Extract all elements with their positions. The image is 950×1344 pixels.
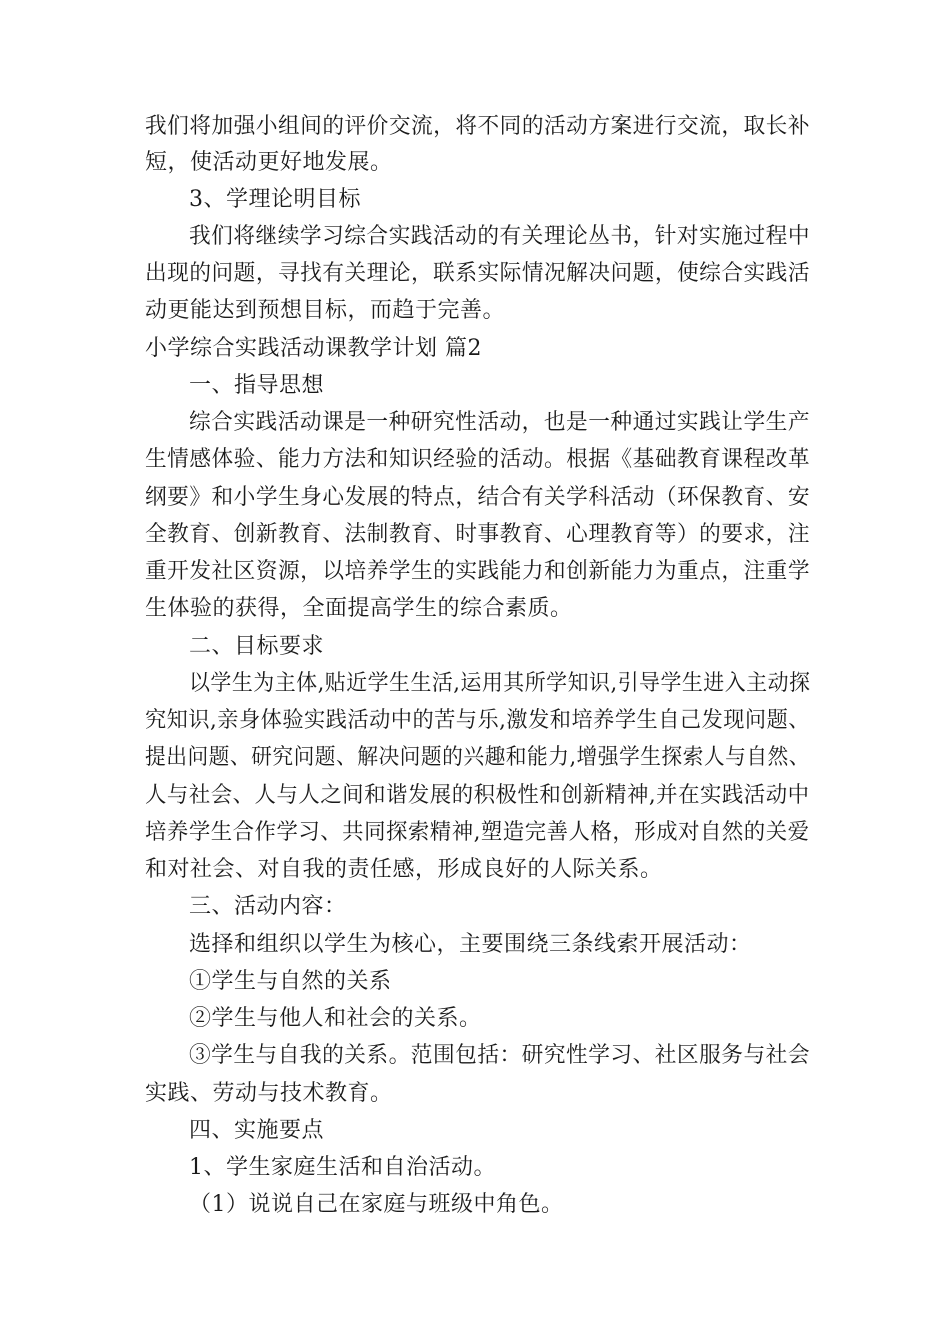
- section-heading: 一、指导思想: [189, 373, 325, 398]
- text-line: 动更能达到预想目标，而趋于完善。: [145, 298, 506, 323]
- text-line: 综合实践活动课是一种研究性活动，也是一种通过实践让学生产: [189, 410, 811, 435]
- text-line: 重开发社区资源，以培养学生的实践能力和创新能力为重点，注重学: [145, 559, 811, 584]
- text-line: 人与社会、人与人之间和谐发展的积极性和创新精神,并在实践活动中: [145, 783, 810, 808]
- text-line: 提出问题、研究问题、解决问题的兴趣和能力,增强学生探索人与自然、: [145, 745, 810, 770]
- text-line: 选择和组织以学生为核心，主要围绕三条线索开展活动：: [189, 932, 752, 957]
- text-line: 以学生为主体,贴近学生生活,运用其所学知识,引导学生进入主动探: [189, 671, 811, 696]
- list-item: ③学生与自我的关系。范围包括：研究性学习、社区服务与社会: [189, 1043, 811, 1068]
- text-line: 我们将加强小组间的评价交流，将不同的活动方案进行交流，取长补: [145, 114, 811, 139]
- text-line: 我们将继续学习综合实践活动的有关理论丛书，针对实施过程中: [189, 224, 811, 249]
- text-line: 生情感体验、能力方法和知识经验的活动。根据《基础教育课程改革: [145, 447, 811, 472]
- section-heading: 二、目标要求: [189, 634, 325, 659]
- text-line: 出现的问题，寻找有关理论，联系实际情况解决问题，使综合实践活: [145, 261, 811, 286]
- text-line: （1）说说自己在家庭与班级中角色。: [189, 1192, 564, 1217]
- text-line: 全教育、创新教育、法制教育、时事教育、心理教育等）的要求，注: [145, 522, 811, 547]
- list-item: ②学生与他人和社会的关系。: [189, 1006, 482, 1031]
- list-item: ①学生与自然的关系: [189, 969, 392, 994]
- text-line: 1、学生家庭生活和自治活动。: [189, 1155, 496, 1180]
- section-heading: 三、活动内容：: [189, 894, 347, 919]
- text-line: 实践、劳动与技术教育。: [145, 1081, 393, 1106]
- text-line: 和对社会、对自我的责任感，形成良好的人际关系。: [145, 857, 663, 882]
- text-line: 短，使活动更好地发展。: [145, 150, 393, 175]
- text-line: 纲要》和小学生身心发展的特点，结合有关学科活动（环保教育、安: [145, 485, 811, 510]
- document-title: 小学综合实践活动课教学计划 篇2: [145, 336, 482, 361]
- text-line: 究知识,亲身体验实践活动中的苦与乐,激发和培养学生自己发现问题、: [145, 708, 810, 733]
- text-line: 培养学生合作学习、共同探索精神,塑造完善人格，形成对自然的关爱: [145, 820, 810, 845]
- text-line: 生体验的获得，全面提高学生的综合素质。: [145, 596, 573, 621]
- section-heading: 四、实施要点: [189, 1118, 325, 1143]
- section-heading: 3、学理论明目标: [189, 187, 361, 212]
